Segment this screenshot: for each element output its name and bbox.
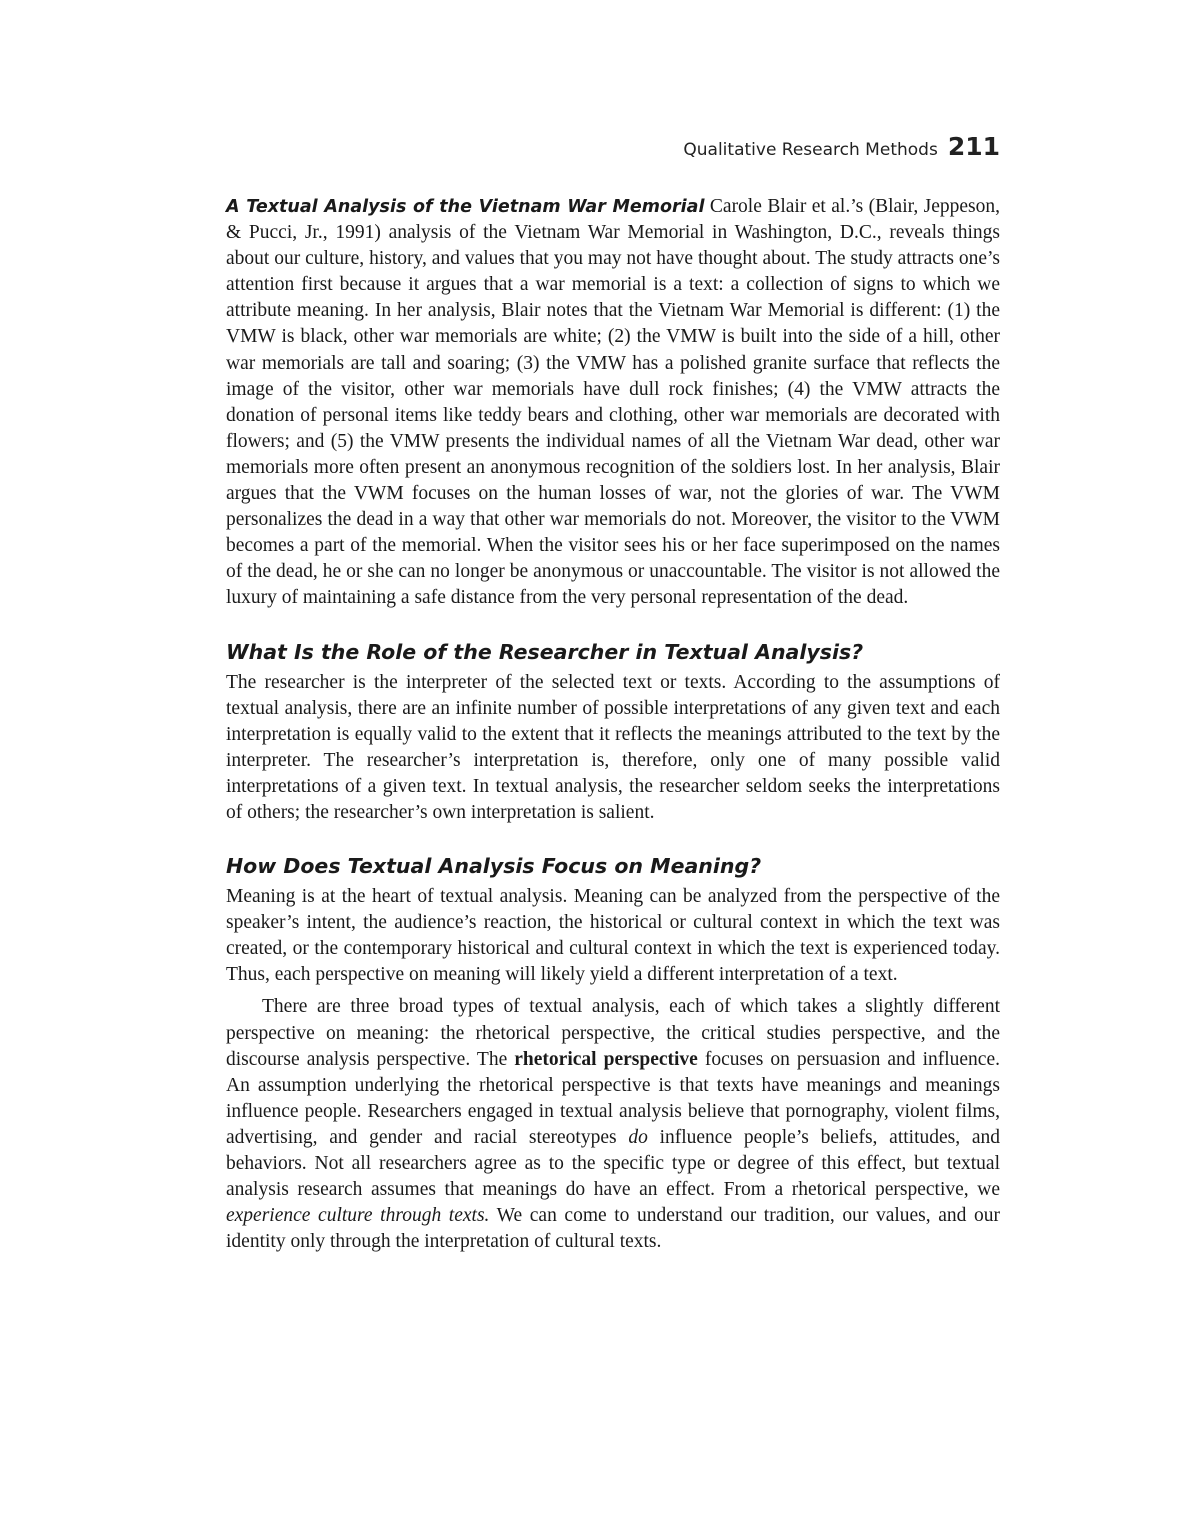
emphasis: experience culture through texts. <box>226 1205 490 1227</box>
text-run: There are three broad types of textual analysis, each of which takes a slightly different perspective on meaning: the rhetorical perspective, the critical studies perspective, and the discourse analysis perspective. The <box>226 996 1000 1070</box>
book-page <box>226 130 1000 1255</box>
page-number: 211 <box>947 132 1000 161</box>
role-paragraph: The researcher is the interpreter of the selected text or texts. According to the assumptions of textual analysis, there are an infinite number of possible interpretations of any given text and each interpretation is equally valid to the extent that it reflects the meanings attributed to the text by the interpreter. The researcher’s interpretation is, therefore, only one of many possible valid interpretations of a given text. In textual analysis, the researcher seldom seeks the interpretations of others; the researcher’s own interpretation is salient. <box>226 671 1000 823</box>
running-title: Qualitative Research Methods <box>683 140 938 160</box>
meaning-paragraph-2 <box>226 994 1000 1255</box>
vietnam-memorial-body: Carole Blair et al.’s (Blair, Jeppeson, & Pucci, Jr., 1991) analysis of the Vietnam War Memorial in Washington, D.C., reveals things about our culture, history, and values that you may not have thought about. The study attracts one’s attention first because it argues that a war memorial is a text: a collection of signs to which we attribute meaning. In her analysis, Blair notes that the Vietnam War Memorial is different: (1) the VMW is black, other war memorials are white; (2) the VMW is built into the side of a hill, other war memorials are tall and soaring; (3) the VMW has a polished granite surface that reflects the image of the visitor, other war memorials have dull rock finishes; (4) the VMW attracts the donation of personal items like teddy bears and clothing, other war memorials are decorated with flowers; and (5) the VMW presents the individual names of all the Vietnam War dead, other war memorials more often present an anonymous recognition of the soldiers lost. In her analysis, Blair argues that the VWM focuses on the human losses of war, not the glories of war. The VWM personalizes the dead in a way that other war memorials do not. Moreover, the visitor to the VWM becomes a part of the memorial. When the visitor sees his or her face superimposed on the names of the dead, he or she can no longer be anonymous or unaccountable. The visitor is not allowed the luxury of maintaining a safe distance from the very personal representation of the dead. <box>226 196 1001 609</box>
text-run: We can come to understand our tradition, our values, and our identity only through the interpretation of cultural texts. <box>226 1205 1000 1253</box>
section-heading-role: What Is the Role of the Researcher in Textual Analysis? <box>226 639 864 664</box>
running-head <box>226 130 1000 164</box>
vietnam-memorial-paragraph <box>226 194 1000 612</box>
run-in-heading: A Textual Analysis of the Vietnam War Memorial <box>226 197 705 217</box>
key-term: rhetorical perspective <box>514 1048 698 1070</box>
meaning-paragraph-1: Meaning is at the heart of textual analysis. Meaning can be analyzed from the perspective of the speaker’s intent, the audience’s reaction, the historical or cultural context in which the text was created, or the contemporary historical and cultural context in which the text is experienced today. Thus, each perspective on meaning will likely yield a different interpretation of a text. <box>226 886 1000 986</box>
text-run: influence people’s beliefs, attitudes, and behaviors. Not all researchers agree as to the specific type or degree of this effect, but textual analysis research assumes that meanings do have an effect. From a rhetorical perspective, we <box>226 1126 1000 1201</box>
text-run: focuses on persuasion and influence. An assumption underlying the rhetorical perspective is that texts have meanings and meanings influence people. Researchers engaged in textual analysis believe that pornography, violent films, advertising, and gender and racial stereotypes <box>226 1048 1000 1148</box>
section-heading-meaning: How Does Textual Analysis Focus on Meaning? <box>226 854 762 879</box>
emphasis: do <box>628 1126 648 1148</box>
